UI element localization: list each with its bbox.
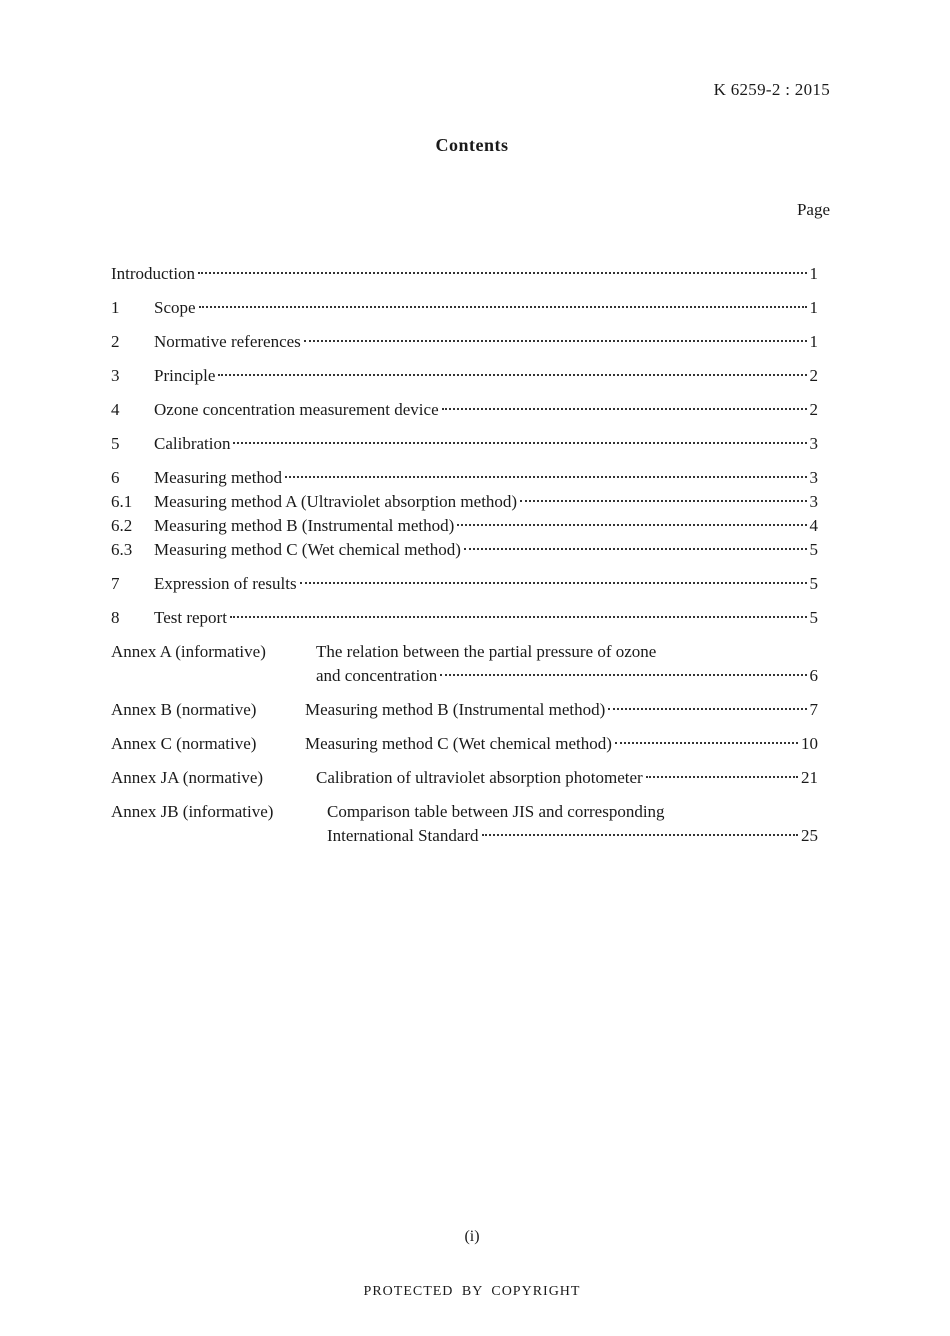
toc-entry-number: 6.1 <box>111 492 133 511</box>
toc-entry-label: Test report <box>154 608 227 627</box>
dot-leader <box>233 442 806 444</box>
dot-leader <box>464 548 807 550</box>
toc-entry-7[interactable] <box>111 572 818 596</box>
toc-entry-3[interactable] <box>111 364 818 388</box>
toc-entry-annex-ja[interactable] <box>111 766 818 790</box>
toc-entry-page: 1 <box>809 332 818 351</box>
dot-leader <box>199 306 807 308</box>
toc-entry-page: 21 <box>801 768 818 787</box>
toc-entry-8[interactable] <box>111 606 818 630</box>
toc-entry-annex-jb[interactable] <box>111 800 818 848</box>
toc-entry-page: 6 <box>809 666 818 685</box>
toc-entry-annex-a[interactable] <box>111 640 818 688</box>
toc-entry-page: 2 <box>809 366 818 385</box>
toc-entry-6-2[interactable] <box>111 514 818 538</box>
dot-leader <box>482 834 798 836</box>
dot-leader <box>442 408 807 410</box>
toc-entry-6-1[interactable] <box>111 490 818 514</box>
dot-leader <box>198 272 806 274</box>
toc-entry-number: 3 <box>111 366 120 385</box>
toc-entry-page: 10 <box>801 734 818 753</box>
toc-entry-page: 5 <box>809 608 818 627</box>
toc-entry-number: 2 <box>111 332 120 351</box>
toc-entry-label: Ozone concentration measurement device <box>154 400 439 419</box>
toc-entry-label-continued: International Standard <box>327 826 479 845</box>
annex-heading: Annex B (normative) <box>111 700 257 719</box>
dot-leader <box>457 524 806 526</box>
toc-entry-number: 6.2 <box>111 516 133 535</box>
toc-entry-page: 3 <box>809 434 818 453</box>
dot-leader <box>615 742 798 744</box>
page-title: Contents <box>435 135 509 155</box>
toc-entry-6[interactable] <box>111 466 818 490</box>
toc-entry-page: 4 <box>809 516 818 535</box>
annex-heading: Annex A (informative) <box>111 642 266 661</box>
toc-entry-page: 3 <box>809 468 818 487</box>
toc-entry-label-continued: and concentration <box>316 666 438 685</box>
toc-entry-label: Measuring method <box>154 468 282 487</box>
copyright-notice: PROTECTED BY COPYRIGHT <box>363 1284 581 1299</box>
toc-entry-page: 5 <box>809 540 818 559</box>
toc-entry-number: 6 <box>111 468 120 487</box>
table-of-contents <box>111 262 818 848</box>
annex-heading: Annex JB (informative) <box>111 802 274 821</box>
page-number: (i) <box>464 1228 480 1245</box>
toc-entry-page: 25 <box>801 826 818 845</box>
toc-entry-label: Calibration <box>154 434 231 453</box>
dot-leader <box>230 616 807 618</box>
toc-entry-page: 7 <box>809 700 818 719</box>
toc-entry-page: 5 <box>809 574 818 593</box>
toc-entry-6-3[interactable] <box>111 538 818 562</box>
toc-entry-page: 2 <box>809 400 818 419</box>
toc-entry-label: Introduction <box>111 264 196 283</box>
toc-entry-label: Expression of results <box>154 574 297 593</box>
annex-heading: Annex C (normative) <box>111 734 257 753</box>
dot-leader <box>304 340 807 342</box>
toc-entry-label: Comparison table between JIS and corresponding <box>327 802 665 821</box>
toc-entry-page: 1 <box>809 264 818 283</box>
toc-entry-number: 6.3 <box>111 540 133 559</box>
dot-leader <box>300 582 807 584</box>
dot-leader <box>520 500 806 502</box>
toc-entry-page: 3 <box>809 492 818 511</box>
toc-entry-4[interactable] <box>111 398 818 422</box>
toc-entry-number: 4 <box>111 400 120 419</box>
toc-entry-1[interactable] <box>111 296 818 320</box>
toc-entry-number: 7 <box>111 574 120 593</box>
toc-entry-annex-c[interactable] <box>111 732 818 756</box>
dot-leader <box>608 708 806 710</box>
dot-leader <box>646 776 798 778</box>
toc-entry-page: 1 <box>809 298 818 317</box>
document-id: K 6259-2 : 2015 <box>713 80 830 99</box>
dot-leader <box>440 674 806 676</box>
annex-heading: Annex JA (normative) <box>111 768 264 787</box>
page-column-heading: Page <box>796 200 830 219</box>
toc-entry-5[interactable] <box>111 432 818 456</box>
toc-entry-number: 5 <box>111 434 120 453</box>
toc-entry-introduction[interactable] <box>111 262 818 286</box>
toc-entry-label: Normative references <box>154 332 301 351</box>
toc-entry-2[interactable] <box>111 330 818 354</box>
toc-entry-label: The relation between the partial pressure of ozone <box>316 642 657 661</box>
toc-entry-label: Calibration of ultraviolet absorption photometer <box>316 768 643 787</box>
toc-entry-label: Principle <box>154 366 216 385</box>
toc-entry-label: Measuring method B (Instrumental method) <box>154 516 455 535</box>
toc-entry-label: Scope <box>154 298 196 317</box>
toc-entry-label: Measuring method C (Wet chemical method) <box>305 734 612 753</box>
toc-entry-label: Measuring method C (Wet chemical method) <box>154 540 461 559</box>
toc-entry-label: Measuring method B (Instrumental method) <box>305 700 606 719</box>
toc-entry-number: 8 <box>111 608 120 627</box>
dot-leader <box>285 476 807 478</box>
dot-leader <box>218 374 806 376</box>
toc-entry-number: 1 <box>111 298 120 317</box>
toc-entry-label: Measuring method A (Ultraviolet absorption method) <box>154 492 518 511</box>
toc-entry-annex-b[interactable] <box>111 698 818 722</box>
